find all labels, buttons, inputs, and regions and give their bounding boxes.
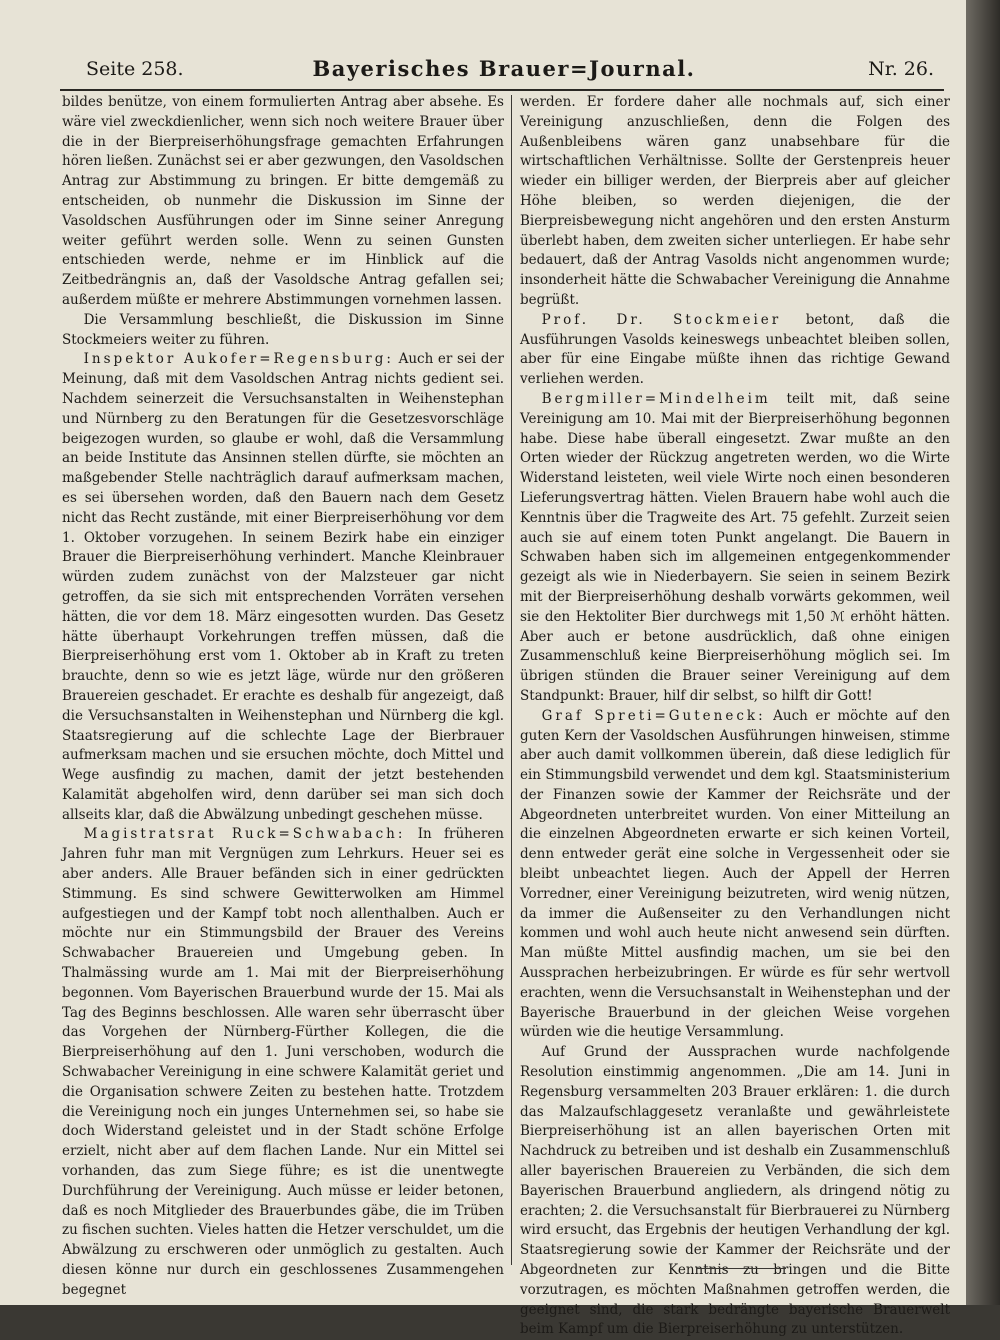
speech-text: Auch er sei der Meinung, daß mit dem Vasoldschen Antrag nichts gedient sei. Nachdem seinerzeit die Versuchsanstalten in Weihenstephan und Nürnberg zu den Beratungen für die Gesetzesvorschläge beigezogen wurden, so glaube er wohl, daß die Versammlung an beide Institute das Ansinnen stellen dürfte, sie möchten an maßgebender Stelle nachträglich darauf aufmerksam machen, es sei übersehen worden, daß den Bauern nach dem Gesetz nicht das Recht zustände, mit einer Bierpreiserhöhung vor dem 1. Oktober vorzugehen. In seinem Bezirk habe ein einziger Brauer die Bierpreiserhöhung verhindert. Manche Kleinbrauer würden zudem zunächst von der Malzsteuer gar nicht getroffen, da sie sich mit entsprechenden Vorräten versehen hätten, die vor dem 18. März eingesotten wurden. Das Gesetz hätte überhaupt Vorkehrungen treffen müssen, daß die Bierpreiserhöhung erst vom 1. Oktober ab in Kraft zu treten brauchte, denn so wie es jetzt läge, würde nur den größeren Brauereien geschadet. Er erachte es deshalb für angezeigt, daß die Versuchsanstalten in Weihenstephan und Nürnberg die kgl. Staatsregierung auf die schlechte Lage der Bierbrauer aufmerksam machen und sie ersuchen möchte, doch Mittel und Wege ausfindig zu machen, damit der jetzt bestehenden Kalamität abgeholfen wird, denn darüber sei man sich doch allseits klar, daß die Abwälzung unbedingt geschehen müsse.	[62, 351, 504, 823]
speech-text: teilt mit, daß seine Vereinigung am 10. Mai mit der Bierpreiserhöhung begonnen habe. Diese habe überall eingesetzt. Zwar mußte an den Orten wieder der Rückzug angetreten werden, wo die Wirte Widerstand leisteten, weil viele Wirte noch einen besonderen Lieferungsvertrag hätten. Vielen Brauern habe wohl auch die Kenntnis über die Tragweite des Art. 75 gefehlt. Zurzeit seien auch sie auf einem toten Punkt angelangt. Die Bauern in Schwaben haben sich im allgemeinen entgegenkommender gezeigt als wie in Niederbayern. Sie seien in seinem Bezirk mit der Bierpreiserhöhung deshalb vorwärts gekommen, weil sie den Hektoliter Bier durchwegs mit 1,50 ℳ erhöht hätten. Aber auch er betone ausdrücklich, daß ohne einigen Zusammenschluß keine Bierpreiserhöhung möglich sei. Im übrigen stünden die Brauer seiner Vereinigung auf dem Standpunkt: Brauer, hilf dir selbst, so hilft dir Gott!	[520, 390, 950, 704]
end-rule	[696, 1268, 786, 1269]
speech-text: Auch er möchte auf den guten Kern der Vasoldschen Ausführungen hinweisen, stimme aber auch damit vollkommen überein, daß diese lediglich für ein Stimmungsbild verwendet und dem kgl. Staatsministerium der Finanzen sowie der Kammer der Reichsräte und der Abgeordneten unterbreitet wurden. Von einer Mitteilung an die einzelnen Abgeordneten erwarte er sich keinen Vorteil, denn entweder gerät eine solche in Vergessenheit oder sie bleibt unbeachtet liegen. Auch der Appell der Herren Vorredner, einer Vereinigung beizutreten, wird wenig nützen, da immer die Außenseiter zu den Verhandlungen nicht kommen und wohl auch heute nicht anwesend sein dürften. Man müßte Mittel ausfindig machen, um sie bei den Aussprachen herbeizubringen. Er würde es für sehr wertvoll erachten, wenn die Versuchsanstalt in Weihenstephan und der Bayerische Brauerbund in der gleichen Weise vorgehen würden wie die heutige Versammlung.	[520, 707, 950, 1041]
speaker-name: Graf Spreti=Guteneck:	[541, 707, 766, 724]
paragraph: bildes benütze, von einem formulierten Antrag aber absehe. Es wäre viel zweckdienlicher, wenn sich noch weitere Brauer über die in der Bierpreiserhöhungsfrage gemachten Erfahrungen hören ließen. Zunächst sei er aber gezwungen, den Vasoldschen Antrag zur Abstimmung zu bringen. Er bitte demgemäß zu entscheiden, ob nunmehr die Diskussion im Sinne der Vasoldschen Ausführungen oder im Sinne seiner Anregung weiter geführt werden solle. Wenn zu seinen Gunsten entschieden werde, nehme er im Hinblick auf die Zeitbedrängnis an, daß der Vasoldsche Antrag gefallen sei; außerdem müßte er mehrere Abstimmungen vornehmen lassen.	[62, 94, 504, 308]
column-divider	[511, 95, 512, 1265]
paragraph: werden. Er fordere daher alle nochmals auf, sich einer Vereinigung anzuschließen, denn die Folgen des Außenbleibens wären ganz unabsehbare für die wirtschaftlichen Verhältnisse. Sollte der Gerstenpreis heuer wieder ein billiger werden, der Bierpreis aber auf gleicher Höhe bleiben, so werden diejenigen, die der Bierpreisbewegung nicht angehören und den ersten Ansturm überlebt haben, dem zweiten sicher unterliegen. Er habe sehr bedauert, daß der Antrag Vasolds nicht angenommen wurde; insonderheit hätte die Schwabacher Vereinigung die Annahme begrüßt.	[520, 94, 950, 308]
paragraph	[62, 825, 504, 1300]
speech-text: betont, daß die Ausführungen Vasolds keineswegs unbeachtet bleiben sollen, aber für eine Eingabe müßte ihnen das richtige Gewand verliehen werden.	[520, 311, 950, 388]
speech-text: In früheren Jahren fuhr man mit Vergnügen zum Lehrkurs. Heuer sei es aber anders. Alle Brauer befänden sich in einer gedrückten Stimmung. Es sind schwere Gewitterwolken am Himmel aufgestiegen und der Kampf tobt noch allenthalben. Auch er möchte nur ein Stimmungsbild der Brauer des Vereins Schwabacher Brauereien und Umgebung geben. In Thalmässing wurde am 1. Mai mit der Bierpreiserhöhung begonnen. Vom Bayerischen Brauerbund wurde der 15. Mai als Tag des Beginns beschlossen. Alle waren sehr überrascht über das Vorgehen der Nürnberg-Fürther Kollegen, die die Bierpreiserhöhung auf den 1. Juni verschoben, wodurch die Schwabacher Vereinigung in eine schwere Kalamität geriet und die Organisation schwere Zeiten zu bestehen hatte. Trotzdem die Vereinigung noch ein junges Unternehmen sei, so habe sie doch Widerstand geleistet und in der Stadt schöne Erfolge erzielt, nicht aber auf dem flachen Lande. Nur ein Mittel sei vorhanden, das zum Siege führe; es ist die unentwegte Durchführung der Vereinigung. Auch müsse er leider betonen, daß es noch Mitglieder des Brauerbundes gäbe, die im Trüben zu fischen suchten. Vieles hatten die Hetzer verschuldet, um die Abwälzung zu erschweren oder unmöglich zu gestalten. Auch diesen könne nur durch ein geschlossenes Zusammengehen begegnet	[62, 826, 504, 1298]
scan-dark-edge	[966, 0, 1000, 1305]
issue-number: Nr. 26.	[868, 58, 934, 80]
paragraph	[520, 390, 950, 707]
speaker-name: Prof. Dr. Stockmeier	[541, 311, 782, 328]
left-column	[62, 93, 504, 1298]
page-header	[64, 52, 944, 92]
page-number: Seite 258.	[86, 58, 184, 80]
paragraph	[520, 311, 950, 390]
speaker-name: Magistratsrat Ruck=Schwabach:	[83, 826, 406, 843]
paragraph: Auf Grund der Aussprachen wurde nachfolgende Resolution einstimmig angenommen. „Die am 14. Juni in Regensburg versammelten 203 Brauer erklären: 1. die durch das Malzaufschlaggesetz veranlaßte und gewährleistete Bierpreiserhöhung ist an allen bayerischen Orten mit Nachdruck zu betreiben und ist deshalb ein Zusammenschluß aller bayerischen Brauereien zu Verbänden, die sich dem Bayerischen Brauerbund angliedern, als dringend nötig zu erachten; 2. die Versuchsanstalt für Bierbrauerei zu Nürnberg wird ersucht, das Ergebnis der heutigen Verhandlung der kgl. Staatsregierung sowie der Kammer der Reichsräte und der Abgeordneten zur Kenntnis zu bringen und die Bitte vorzutragen, es möchten Maßnahmen getroffen werden, die geeignet sind, die stark bedrängte bayerische Brauerwelt beim Kampf um die Bierpreiserhöhung zu unterstützen.	[520, 1044, 950, 1338]
speaker-name: Bergmiller=Mindelheim	[541, 390, 771, 407]
paragraph	[62, 350, 504, 825]
paragraph	[520, 707, 950, 1044]
journal-title: Bayerisches Brauer=Journal.	[312, 56, 696, 81]
header-rule	[60, 89, 944, 91]
speaker-name: Inspektor Aukofer=Regensburg:	[83, 351, 394, 368]
right-column	[520, 93, 950, 1338]
paragraph: Die Versammlung beschließt, die Diskussion im Sinne Stockmeiers weiter zu führen.	[62, 311, 504, 348]
